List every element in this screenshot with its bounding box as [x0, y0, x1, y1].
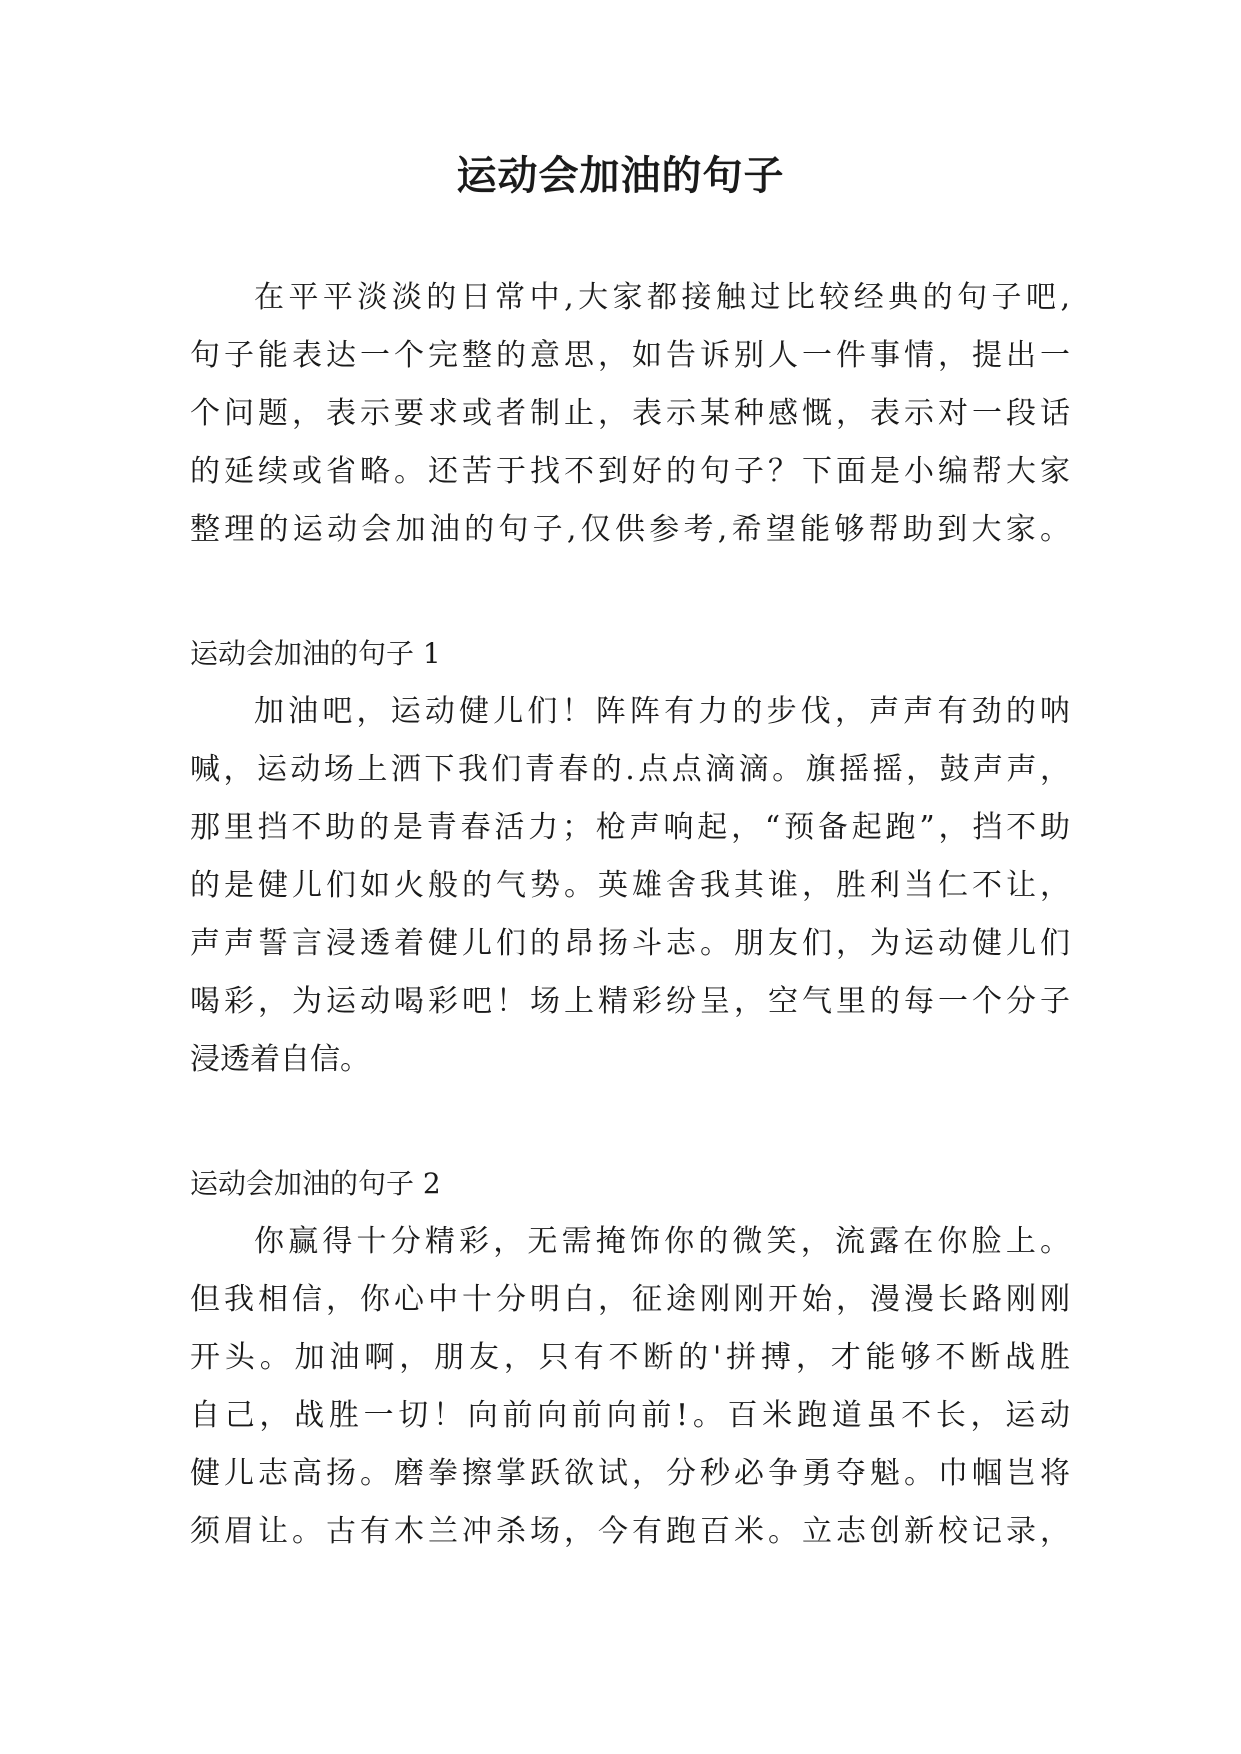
intro-line: 的延续或省略。还苦于找不到好的句子？下面是小编帮大家 [190, 454, 1070, 489]
section-heading: 运动会加油的句子 2 [190, 1167, 441, 1200]
paragraph-line: 须眉让。古有木兰冲杀场，今有跑百米。立志创新校记录， [190, 1514, 1070, 1549]
intro-line: 整理的运动会加油的句子,仅供参考,希望能够帮助到大家。 [190, 512, 1070, 547]
paragraph-line: 那里挡不助的是青春活力；枪声响起，“预备起跑”，挡不助 [190, 810, 1070, 845]
paragraph-line: 健儿志高扬。磨拳擦掌跃欲试，分秒必争勇夺魁。巾帼岂将 [190, 1456, 1070, 1491]
paragraph-line: 喝彩，为运动喝彩吧！场上精彩纷呈，空气里的每一个分子 [190, 984, 1070, 1019]
intro-line: 个问题，表示要求或者制止，表示某种感慨，表示对一段话 [190, 396, 1070, 431]
paragraph-line: 你赢得十分精彩，无需掩饰你的微笑，流露在你脸上。 [254, 1224, 1070, 1259]
intro-line: 在平平淡淡的日常中,大家都接触过比较经典的句子吧, [254, 280, 1070, 315]
paragraph-line: 声声誓言浸透着健儿们的昂扬斗志。朋友们，为运动健儿们 [190, 926, 1070, 961]
paragraph-line: 开头。加油啊，朋友，只有不断的'拼搏，才能够不断战胜 [190, 1340, 1070, 1375]
paragraph-line: 自己，战胜一切！向前向前向前!。百米跑道虽不长，运动 [190, 1398, 1070, 1433]
paragraph-line: 加油吧，运动健儿们！阵阵有力的步伐，声声有劲的呐 [254, 694, 1070, 729]
paragraph-line: 的是健儿们如火般的气势。英雄舍我其谁，胜利当仁不让， [190, 868, 1070, 903]
paragraph-line: 但我相信，你心中十分明白，征途刚刚开始，漫漫长路刚刚 [190, 1282, 1070, 1317]
paragraph-line: 浸透着自信。 [190, 1042, 370, 1077]
document-title: 运动会加油的句子 [456, 153, 785, 199]
section-heading: 运动会加油的句子 1 [190, 637, 441, 670]
paragraph-line: 喊，运动场上洒下我们青春的.点点滴滴。旗摇摇，鼓声声， [190, 752, 1070, 787]
intro-line: 句子能表达一个完整的意思，如告诉别人一件事情，提出一 [190, 338, 1070, 373]
